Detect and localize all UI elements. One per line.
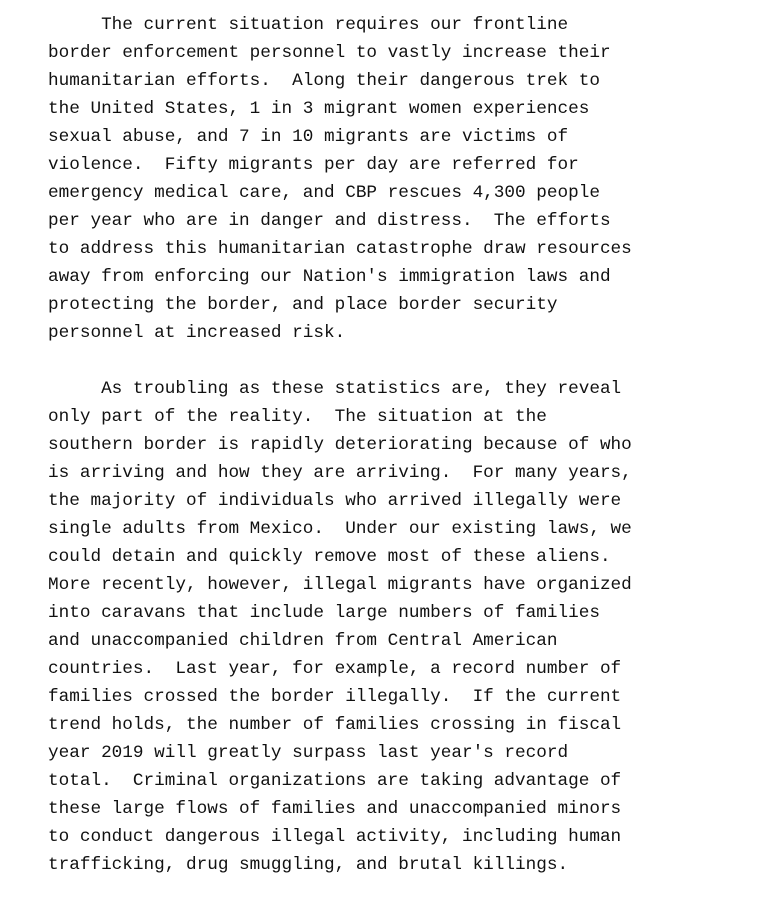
text-line: personnel at increased risk. — [48, 323, 346, 343]
text-line: violence. Fifty migrants per day are referred for — [48, 155, 579, 175]
text-line: The current situation requires our frontline — [48, 15, 569, 35]
text-line: away from enforcing our Nation's immigration laws and — [48, 267, 611, 287]
text-line: trend holds, the number of families crossing in fiscal — [48, 715, 622, 735]
text-line: these large flows of families and unaccompanied minors — [48, 799, 622, 819]
text-line: is arriving and how they are arriving. For many years, — [48, 463, 632, 483]
document-page — [48, 11, 748, 879]
text-line: countries. Last year, for example, a record number of — [48, 659, 622, 679]
text-line: to conduct dangerous illegal activity, including human — [48, 827, 622, 847]
text-line: families crossed the border illegally. If the current — [48, 687, 622, 707]
text-line: could detain and quickly remove most of these aliens. — [48, 547, 611, 567]
text-line: More recently, however, illegal migrants have organized — [48, 575, 632, 595]
text-line: into caravans that include large numbers of families — [48, 603, 600, 623]
text-line: single adults from Mexico. Under our existing laws, we — [48, 519, 632, 539]
text-line: humanitarian efforts. Along their dangerous trek to — [48, 71, 600, 91]
text-line: sexual abuse, and 7 in 10 migrants are victims of — [48, 127, 569, 147]
text-line: the majority of individuals who arrived illegally were — [48, 491, 622, 511]
text-line: only part of the reality. The situation at the — [48, 407, 547, 427]
text-line: As troubling as these statistics are, they reveal — [48, 379, 622, 399]
text-line: to address this humanitarian catastrophe draw resources — [48, 239, 632, 259]
text-line: the United States, 1 in 3 migrant women experiences — [48, 99, 590, 119]
text-line: protecting the border, and place border security — [48, 295, 558, 315]
text-line: emergency medical care, and CBP rescues 4,300 people — [48, 183, 600, 203]
text-line: trafficking, drug smuggling, and brutal killings. — [48, 855, 569, 875]
text-line: and unaccompanied children from Central American — [48, 631, 558, 651]
paragraph-humanitarian-efforts — [48, 11, 748, 347]
paragraph-troubling-statistics — [48, 375, 748, 879]
text-line: southern border is rapidly deteriorating because of who — [48, 435, 632, 455]
text-line: year 2019 will greatly surpass last year's record — [48, 743, 569, 763]
text-line: per year who are in danger and distress. The efforts — [48, 211, 611, 231]
text-line: border enforcement personnel to vastly increase their — [48, 43, 611, 63]
text-line: total. Criminal organizations are taking advantage of — [48, 771, 622, 791]
